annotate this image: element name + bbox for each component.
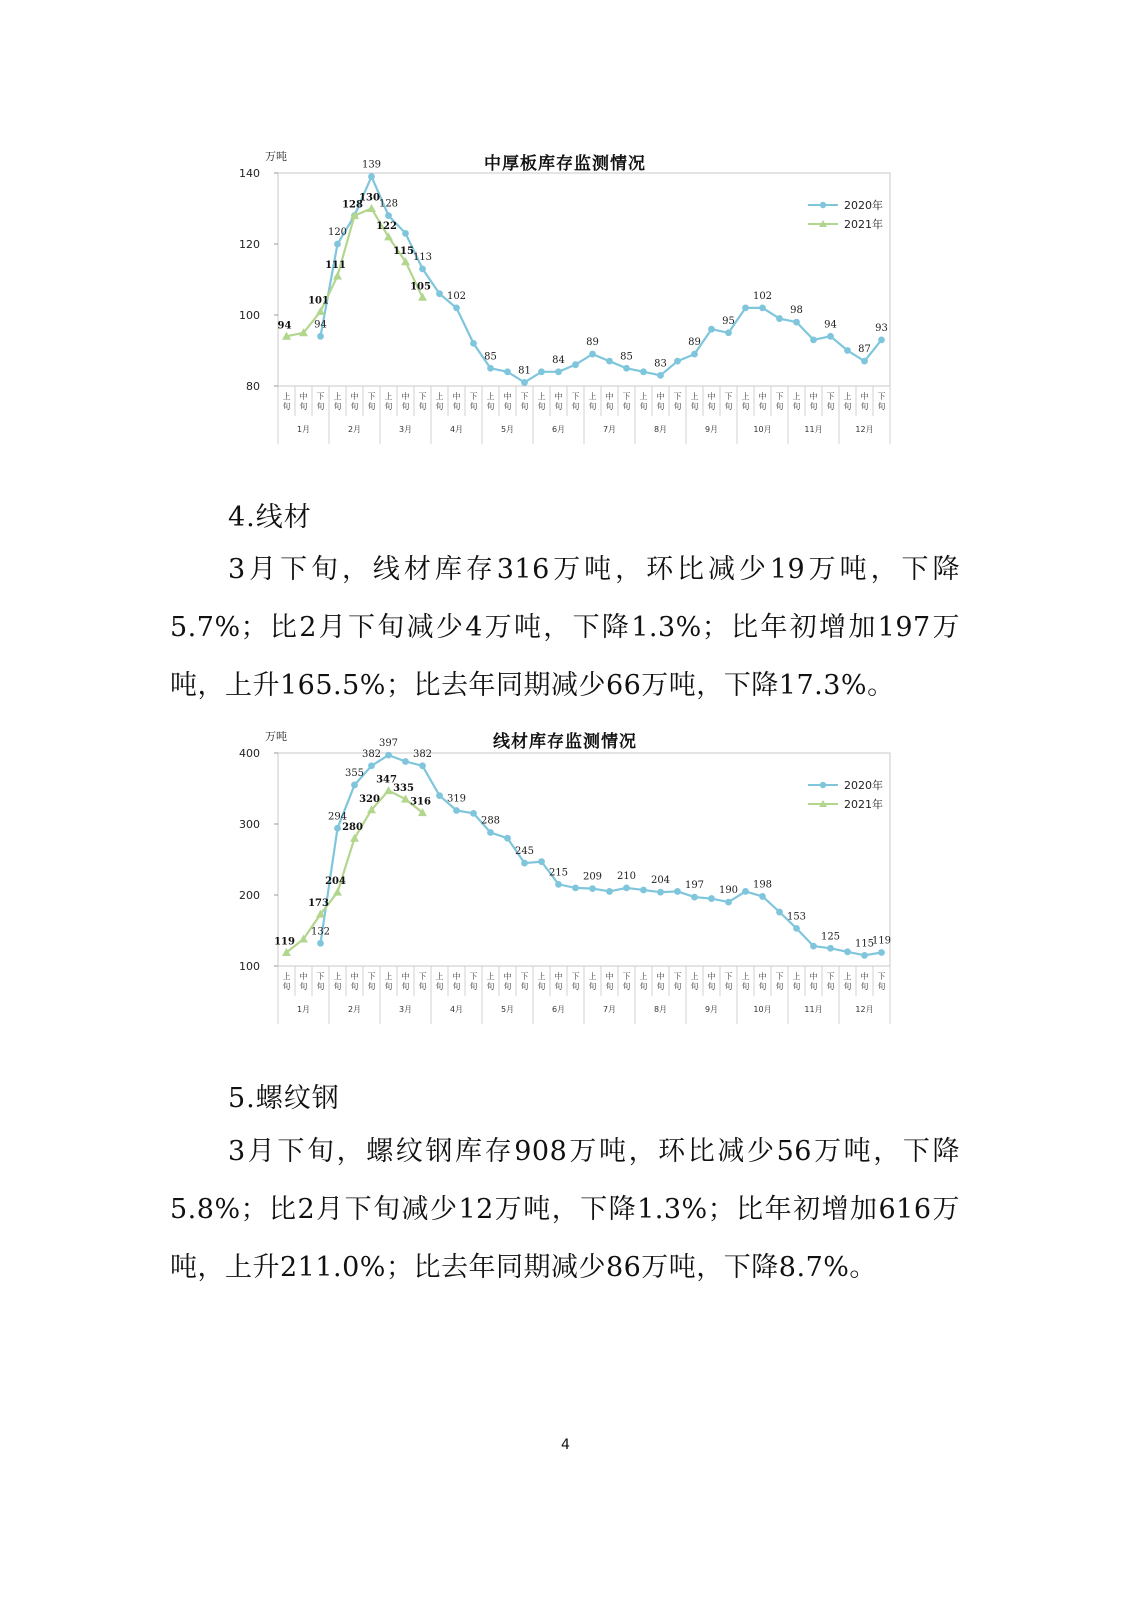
data-label-2021: 122: [376, 220, 397, 232]
y-tick-label: 300: [239, 818, 260, 831]
data-label-2020: 89: [688, 337, 701, 349]
data-point-2020: [725, 329, 732, 336]
x-tick-label-period: 上旬: [537, 972, 546, 991]
data-point-2020: [538, 858, 545, 865]
data-label-2020: 85: [620, 351, 633, 363]
x-tick-label-period: 上旬: [588, 392, 597, 411]
data-point-2020: [436, 290, 443, 297]
data-label-2020: 120: [327, 227, 348, 238]
y-tick-label: 400: [239, 747, 260, 760]
x-tick-label-period: 上旬: [384, 972, 393, 991]
x-tick-label-period: 下旬: [775, 392, 784, 411]
chart-wire-inventory: [230, 725, 900, 1030]
data-point-2020: [504, 368, 511, 375]
data-point-2020: [572, 885, 579, 892]
data-label-2021: 280: [342, 822, 363, 834]
data-point-2020: [572, 361, 579, 368]
data-point-2020: [759, 893, 766, 900]
x-tick-label-period: 中旬: [350, 972, 359, 991]
x-tick-label-period: 下旬: [826, 972, 835, 991]
data-label-2021: 347: [376, 774, 397, 786]
legend-marker-2020: [820, 202, 826, 208]
x-tick-label-period: 下旬: [469, 392, 478, 411]
data-point-2020: [521, 860, 528, 867]
legend-label-2021: 2021年: [844, 218, 883, 231]
page-number: 4: [561, 1437, 570, 1453]
data-point-2020: [487, 829, 494, 836]
data-label-2020: 87: [858, 344, 871, 356]
x-tick-label-period: 下旬: [724, 392, 733, 411]
data-point-2020: [470, 340, 477, 347]
data-point-2020: [776, 315, 783, 322]
data-label-2020: 204: [650, 875, 671, 887]
x-tick-label-period: 中旬: [503, 972, 512, 991]
x-tick-label-month: 5月: [500, 1005, 515, 1014]
x-tick-label-period: 上旬: [741, 392, 750, 411]
x-tick-label-period: 上旬: [588, 972, 597, 991]
chart-plate-inventory: [230, 145, 900, 450]
data-point-2020: [521, 379, 528, 386]
x-tick-label-month: 12月: [855, 1005, 874, 1014]
data-label-2021: 130: [359, 192, 380, 204]
data-label-2020: 113: [412, 251, 433, 263]
data-label-2020: 81: [518, 365, 531, 377]
x-tick-label-month: 4月: [449, 1005, 464, 1014]
data-point-2020: [334, 825, 341, 832]
data-point-2021: [367, 204, 376, 212]
x-tick-label-period: 下旬: [571, 972, 580, 991]
data-label-2020: 190: [718, 885, 739, 897]
x-tick-label-period: 下旬: [673, 392, 682, 411]
data-point-2020: [640, 368, 647, 375]
data-point-2020: [368, 762, 375, 769]
data-label-2020: 198: [752, 879, 773, 891]
data-point-2020: [351, 782, 358, 789]
data-label-2020: 210: [616, 870, 637, 882]
data-point-2020: [555, 881, 562, 888]
x-tick-label-period: 上旬: [282, 392, 291, 411]
x-tick-label-period: 中旬: [809, 972, 818, 991]
x-tick-label-period: 下旬: [775, 972, 784, 991]
data-label-2021: 94: [277, 320, 292, 332]
data-point-2020: [402, 230, 409, 237]
data-label-2021: 128: [342, 199, 363, 211]
x-tick-label-period: 中旬: [299, 972, 308, 991]
data-label-2020: 84: [552, 354, 565, 366]
x-tick-label-period: 上旬: [537, 392, 546, 411]
data-label-2021: 316: [410, 796, 431, 808]
data-label-2021: 204: [325, 876, 346, 888]
data-point-2020: [793, 319, 800, 326]
y-axis-unit: 万吨: [265, 150, 287, 163]
series-line-2021: [287, 791, 423, 953]
plot-area: [278, 753, 890, 966]
data-label-2021: 101: [308, 295, 329, 307]
x-tick-label-period: 中旬: [656, 392, 665, 411]
data-point-2020: [470, 810, 477, 817]
data-label-2021: 111: [325, 259, 346, 271]
section-paragraph: 3月下旬，线材库存316万吨，环比减少19万吨，下降5.7%；比2月下旬减少4万吨，下降1.3%；比年初增加197万吨，上升165.5%；比去年同期减少66万吨，下降17.3%。: [170, 554, 960, 701]
x-tick-label-period: 上旬: [792, 972, 801, 991]
data-point-2020: [776, 909, 783, 916]
data-point-2020: [453, 807, 460, 814]
x-tick-label-period: 中旬: [452, 392, 461, 411]
chart-title: 中厚板库存监测情况: [484, 154, 646, 174]
x-tick-label-period: 中旬: [707, 392, 716, 411]
x-tick-label-period: 下旬: [520, 972, 529, 991]
data-label-2020: 94: [824, 319, 837, 331]
series-line-2020: [321, 177, 882, 383]
data-label-2021: 335: [393, 783, 414, 795]
data-point-2020: [708, 326, 715, 333]
data-point-2021: [316, 307, 325, 315]
x-tick-label-month: 10月: [753, 1005, 772, 1014]
x-tick-label-period: 下旬: [316, 972, 325, 991]
data-label-2020: 319: [446, 793, 467, 805]
data-label-2020: 95: [722, 315, 735, 327]
x-tick-label-period: 上旬: [384, 392, 393, 411]
x-tick-label-period: 上旬: [282, 972, 291, 991]
x-tick-label-month: 6月: [551, 425, 566, 434]
data-point-2020: [844, 948, 851, 955]
chart-plate-svg: [230, 145, 900, 450]
x-tick-label-period: 中旬: [860, 392, 869, 411]
x-tick-label-period: 下旬: [673, 972, 682, 991]
data-label-2020: 245: [514, 846, 535, 858]
x-tick-label-period: 下旬: [469, 972, 478, 991]
x-tick-label-period: 中旬: [452, 972, 461, 991]
x-tick-label-period: 中旬: [860, 972, 869, 991]
data-point-2020: [555, 368, 562, 375]
x-tick-label-period: 中旬: [758, 972, 767, 991]
y-tick-label: 200: [239, 889, 260, 902]
x-tick-label-month: 8月: [653, 1005, 668, 1014]
section-paragraph: 3月下旬，螺纹钢库存908万吨，环比减少56万吨，下降5.8%；比2月下旬减少12万吨，下降1.3%；比年初增加616万吨，上升211.0%；比去年同期减少86万吨，下降8.7%。: [170, 1136, 960, 1283]
legend-marker-2020: [820, 782, 826, 788]
data-point-2020: [861, 952, 868, 959]
data-point-2020: [385, 752, 392, 759]
x-tick-label-month: 7月: [602, 425, 617, 434]
data-label-2020: 294: [327, 811, 348, 823]
legend-label-2021: 2021年: [844, 798, 883, 811]
data-point-2020: [810, 336, 817, 343]
x-tick-label-period: 下旬: [520, 392, 529, 411]
x-tick-label-period: 上旬: [792, 392, 801, 411]
x-tick-label-month: 5月: [500, 425, 515, 434]
x-tick-label-month: 6月: [551, 1005, 566, 1014]
data-point-2021: [418, 293, 427, 301]
data-point-2020: [793, 925, 800, 932]
data-label-2020: 132: [310, 926, 331, 938]
data-point-2020: [640, 887, 647, 894]
data-label-2020: 102: [446, 290, 467, 302]
x-tick-label-period: 上旬: [435, 392, 444, 411]
x-tick-label-period: 上旬: [486, 972, 495, 991]
data-label-2020: 397: [378, 738, 399, 750]
data-point-2020: [827, 945, 834, 952]
x-tick-label-period: 上旬: [333, 392, 342, 411]
data-point-2021: [384, 786, 393, 794]
data-point-2020: [368, 173, 375, 180]
data-point-2020: [436, 792, 443, 799]
x-tick-label-period: 上旬: [843, 392, 852, 411]
x-tick-label-period: 上旬: [690, 392, 699, 411]
x-tick-label-period: 上旬: [690, 972, 699, 991]
data-label-2021: 320: [359, 793, 380, 805]
x-tick-label-period: 上旬: [435, 972, 444, 991]
data-point-2020: [725, 899, 732, 906]
data-label-2020: 125: [820, 931, 841, 943]
data-point-2020: [810, 943, 817, 950]
x-tick-label-period: 下旬: [367, 972, 376, 991]
series-line-2021: [287, 209, 423, 337]
y-tick-label: 140: [239, 167, 260, 180]
data-point-2020: [878, 336, 885, 343]
data-label-2021: 119: [274, 936, 295, 948]
x-tick-label-period: 中旬: [503, 392, 512, 411]
x-tick-label-period: 中旬: [350, 392, 359, 411]
data-point-2020: [657, 889, 664, 896]
y-axis-unit: 万吨: [265, 730, 287, 743]
x-tick-label-period: 下旬: [622, 392, 631, 411]
x-tick-label-period: 中旬: [656, 972, 665, 991]
x-tick-label-period: 下旬: [418, 972, 427, 991]
data-label-2020: 98: [790, 305, 803, 317]
data-point-2020: [589, 885, 596, 892]
data-point-2020: [334, 241, 341, 248]
data-point-2020: [861, 358, 868, 365]
data-label-2020: 83: [654, 358, 667, 370]
data-point-2020: [674, 888, 681, 895]
data-point-2020: [538, 368, 545, 375]
x-tick-label-period: 中旬: [605, 392, 614, 411]
x-tick-label-period: 上旬: [639, 972, 648, 991]
data-label-2020: 288: [480, 815, 501, 827]
data-label-2021: 115: [393, 245, 414, 257]
x-tick-label-month: 9月: [704, 1005, 719, 1014]
x-tick-label-month: 3月: [398, 1005, 413, 1014]
legend-label-2020: 2020年: [844, 199, 883, 212]
data-label-2021: 105: [410, 281, 431, 293]
data-point-2020: [487, 365, 494, 372]
data-label-2020: 85: [484, 351, 497, 363]
data-point-2020: [606, 358, 613, 365]
data-point-2020: [606, 888, 613, 895]
x-tick-label-month: 8月: [653, 425, 668, 434]
x-tick-label-period: 中旬: [299, 392, 308, 411]
data-label-2020: 153: [786, 911, 807, 923]
section-heading: 4.线材: [228, 502, 312, 533]
data-label-2021: 173: [308, 898, 329, 910]
data-point-2020: [657, 372, 664, 379]
data-point-2020: [742, 305, 749, 312]
x-tick-label-month: 1月: [296, 1005, 311, 1014]
section-heading: 5.螺纹钢: [228, 1083, 340, 1114]
chart-wire-svg: [230, 725, 900, 1030]
y-tick-label: 80: [246, 380, 260, 393]
data-point-2020: [623, 365, 630, 372]
data-point-2020: [385, 212, 392, 219]
data-label-2020: 128: [378, 198, 399, 210]
data-point-2021: [333, 888, 342, 896]
data-point-2020: [402, 758, 409, 765]
x-tick-label-period: 下旬: [316, 392, 325, 411]
x-tick-label-period: 中旬: [554, 392, 563, 411]
x-tick-label-month: 7月: [602, 1005, 617, 1014]
y-tick-label: 100: [239, 309, 260, 322]
data-point-2020: [742, 888, 749, 895]
data-point-2020: [759, 305, 766, 312]
data-label-2020: 94: [314, 319, 327, 331]
x-tick-label-period: 下旬: [622, 972, 631, 991]
x-tick-label-month: 11月: [804, 425, 823, 434]
data-label-2020: 115: [854, 938, 875, 950]
x-tick-label-month: 4月: [449, 425, 464, 434]
data-label-2020: 139: [361, 159, 382, 171]
data-point-2020: [317, 333, 324, 340]
x-tick-label-period: 下旬: [724, 972, 733, 991]
y-tick-label: 100: [239, 960, 260, 973]
x-tick-label-period: 下旬: [418, 392, 427, 411]
x-tick-label-period: 下旬: [877, 972, 886, 991]
x-tick-label-period: 中旬: [758, 392, 767, 411]
data-label-2020: 215: [548, 867, 569, 879]
data-point-2020: [317, 940, 324, 947]
y-tick-label: 120: [239, 238, 260, 251]
data-point-2020: [691, 894, 698, 901]
x-tick-label-period: 上旬: [486, 392, 495, 411]
x-tick-label-period: 中旬: [809, 392, 818, 411]
data-label-2020: 119: [871, 935, 892, 947]
x-tick-label-period: 上旬: [741, 972, 750, 991]
x-tick-label-month: 2月: [347, 425, 362, 434]
data-label-2020: 102: [752, 290, 773, 302]
x-tick-label-period: 上旬: [843, 972, 852, 991]
data-point-2020: [589, 351, 596, 358]
data-label-2020: 93: [875, 322, 888, 334]
data-point-2020: [827, 333, 834, 340]
data-point-2020: [674, 358, 681, 365]
x-tick-label-month: 9月: [704, 425, 719, 434]
data-label-2020: 382: [361, 748, 382, 760]
x-tick-label-period: 上旬: [333, 972, 342, 991]
data-label-2020: 197: [684, 880, 705, 892]
x-tick-label-period: 中旬: [401, 972, 410, 991]
data-point-2020: [504, 835, 511, 842]
x-tick-label-period: 下旬: [877, 392, 886, 411]
x-tick-label-month: 1月: [296, 425, 311, 434]
x-tick-label-month: 11月: [804, 1005, 823, 1014]
data-point-2021: [333, 271, 342, 279]
data-point-2020: [691, 351, 698, 358]
data-label-2020: 355: [344, 767, 365, 779]
x-tick-label-period: 下旬: [571, 392, 580, 411]
data-point-2020: [844, 347, 851, 354]
x-tick-label-period: 下旬: [367, 392, 376, 411]
x-tick-label-period: 中旬: [605, 972, 614, 991]
x-tick-label-month: 10月: [753, 425, 772, 434]
data-point-2020: [419, 762, 426, 769]
x-tick-label-period: 中旬: [401, 392, 410, 411]
data-point-2020: [708, 895, 715, 902]
plot-area: [278, 173, 890, 386]
chart-title: 线材库存监测情况: [493, 732, 637, 752]
x-tick-label-period: 中旬: [554, 972, 563, 991]
x-tick-label-period: 上旬: [639, 392, 648, 411]
data-point-2020: [453, 305, 460, 312]
data-point-2020: [878, 949, 885, 956]
x-tick-label-period: 中旬: [707, 972, 716, 991]
data-label-2020: 89: [586, 337, 599, 349]
data-point-2020: [623, 885, 630, 892]
x-tick-label-period: 下旬: [826, 392, 835, 411]
x-tick-label-month: 12月: [855, 425, 874, 434]
data-point-2020: [419, 265, 426, 272]
legend-label-2020: 2020年: [844, 779, 883, 792]
data-label-2020: 382: [412, 748, 433, 760]
x-tick-label-month: 3月: [398, 425, 413, 434]
data-label-2020: 209: [582, 871, 603, 883]
x-tick-label-month: 2月: [347, 1005, 362, 1014]
